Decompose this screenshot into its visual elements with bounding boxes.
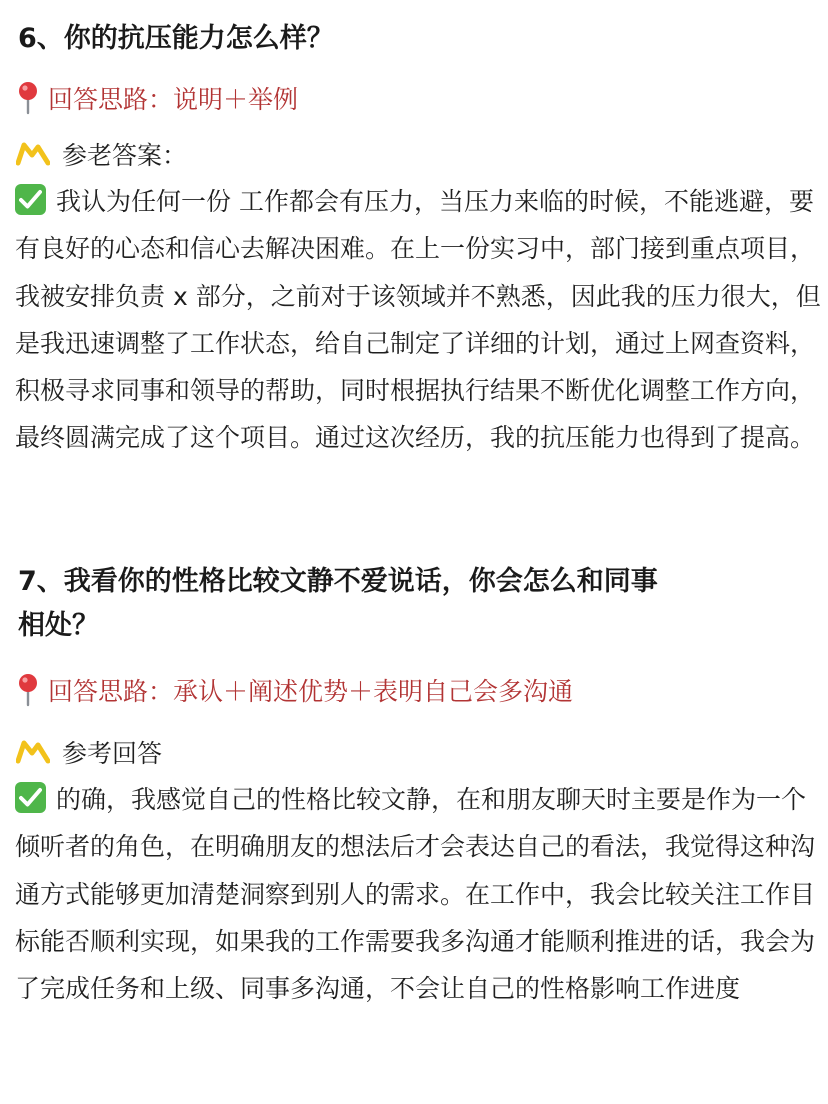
- yellow-crown-icon: [16, 739, 50, 765]
- question-6-tip: [16, 78, 298, 118]
- question-7-tip-label: 回答思路：承认＋阐述优势＋表明自己会多沟通: [48, 677, 574, 706]
- question-7-answer: [15, 776, 821, 1012]
- question-6-title: 6、你的抗压能力怎么样？: [18, 23, 334, 54]
- check-mark-button-icon: [15, 782, 46, 813]
- question-6-reference-label: 参老答案：: [62, 141, 188, 170]
- question-6-answer: [15, 178, 821, 462]
- round-pushpin-icon: [16, 81, 40, 115]
- question-7-answer-text: 的确，我感觉自己的性格比较文静，在和朋友聊天时主要是作为一个倾听者的角色，在明确朋友的想法后才会表达自己的看法，我觉得这种沟通方式能够更加清楚洞察到别人的需求。在工作中，我会比较关注工作目标能否顺利实现，如果我的工作需要我多沟通才能顺利推进的话，我会为了完成任务和上级、同事多沟通，不会让自己的性格影响工作进度: [15, 785, 816, 1004]
- question-7-tip: [16, 670, 573, 710]
- check-mark-button-icon: [15, 184, 46, 215]
- question-7-title-line2: 相处？: [18, 610, 99, 641]
- round-pushpin-icon: [16, 673, 40, 707]
- yellow-crown-icon: [16, 141, 50, 167]
- question-7-reference-heading: [16, 732, 162, 772]
- question-7-title-line1: 7、我看你的性格比较文静不爱说话，你会怎么和同事: [18, 566, 658, 597]
- question-6-tip-label: 回答思路：说明＋举例: [48, 85, 299, 114]
- question-7-reference-label: 参考回答: [62, 739, 163, 768]
- question-6-answer-text: 我认为任何一份 工作都会有压力，当压力来临的时候，不能逃避，要有良好的心态和信心去解决困难。在上一份实习中，部门接到重点项目，我被安排负责 x 部分，之前对于该领域并不熟悉，因此我的压力很大，但是我迅速调整了工作状态，给自己制定了详细的计划，通过上网查资料，积极寻求同事和领导的帮助，同时根据执行结果不断优化调整工作方向，最终圆满完成了这个项目。通过这次经历，我的抗压能力也得到了提高。: [15, 187, 821, 453]
- question-6-reference-heading: [16, 134, 187, 174]
